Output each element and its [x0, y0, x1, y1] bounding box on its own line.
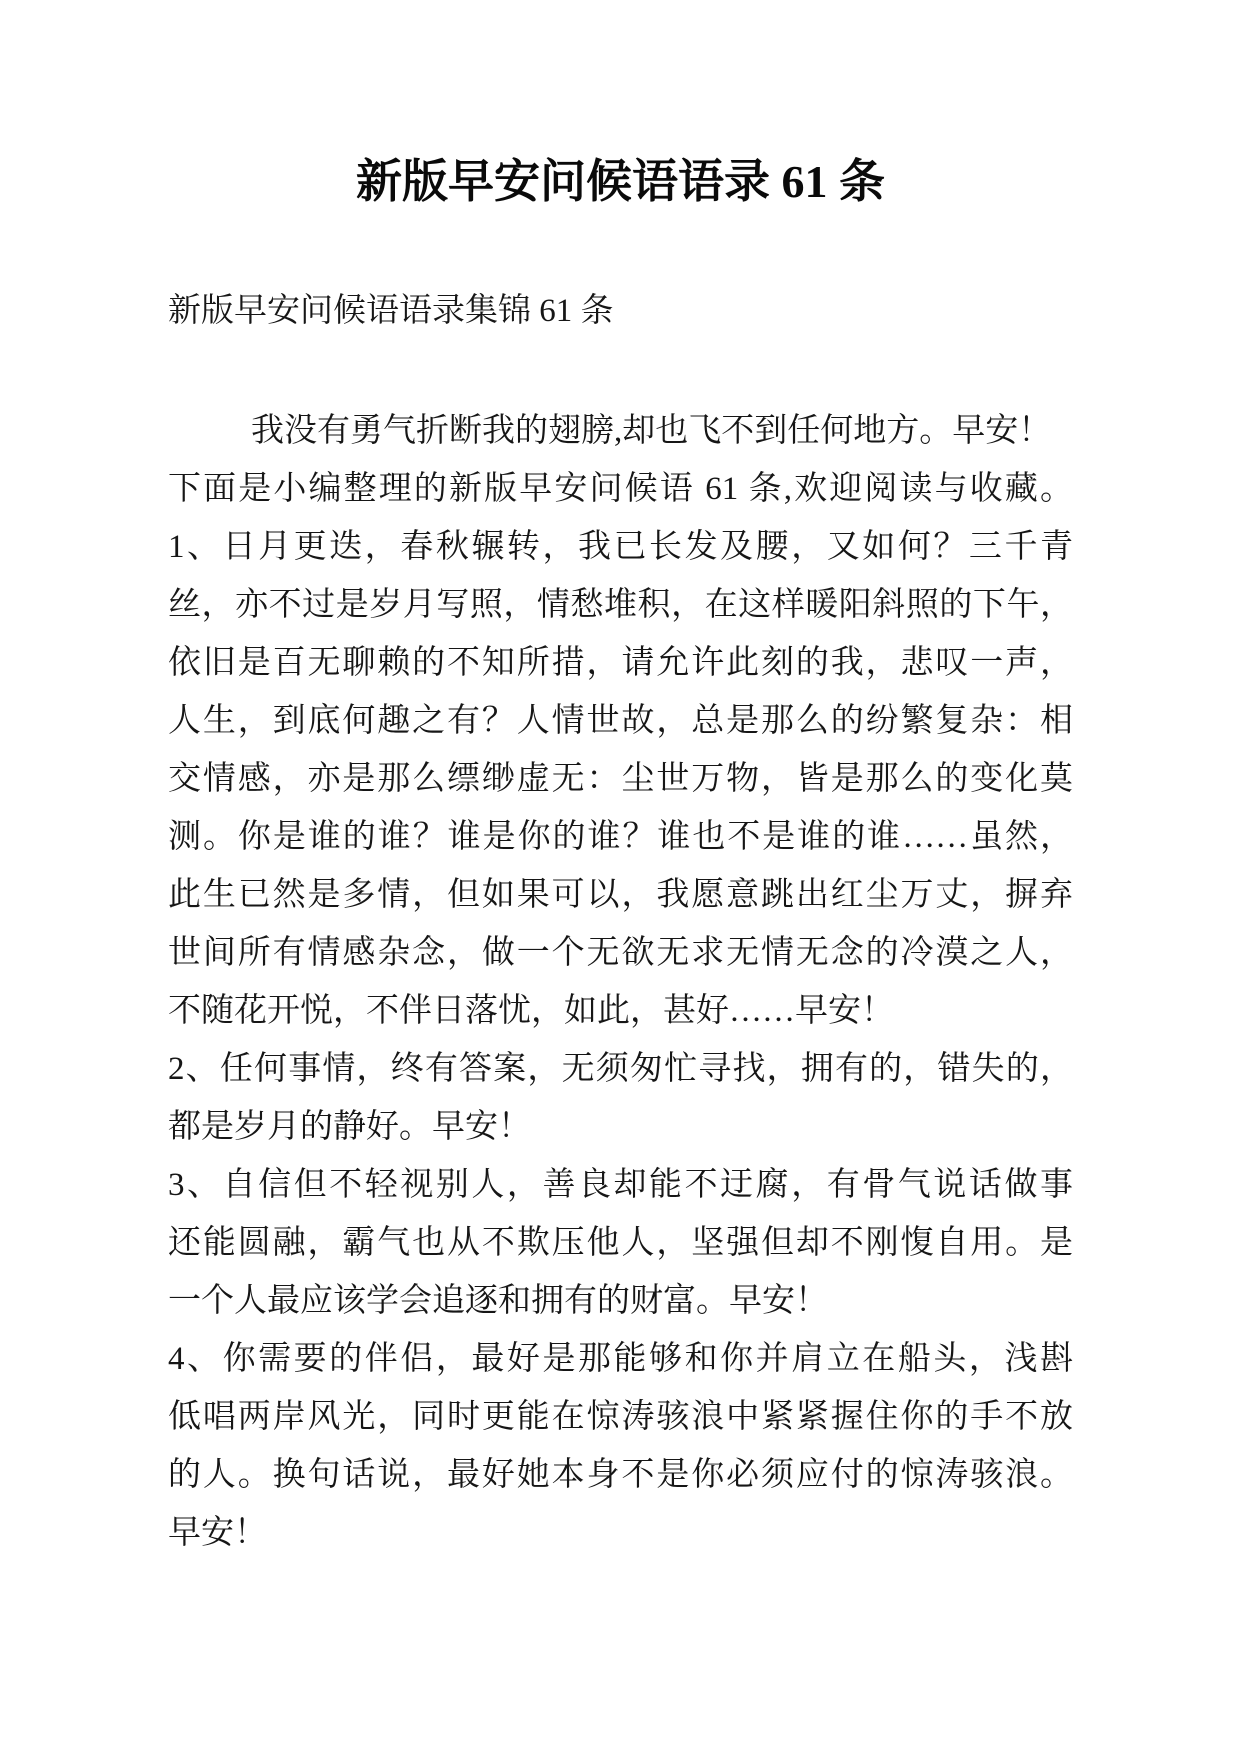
paragraph-line: 还能圆融，霸气也从不欺压他人，坚强但却不刚愎自用。是	[168, 1225, 1073, 1261]
paragraph-line: 2、任何事情，终有答案，无须匆忙寻找，拥有的，错失的，	[168, 1051, 1073, 1087]
paragraph-line: 下面是小编整理的新版早安问候语 61 条,欢迎阅读与收藏。	[168, 471, 1073, 507]
paragraph-line: 都是岁月的静好。早安！	[168, 1109, 531, 1145]
paragraph-line: 我没有勇气折断我的翅膀,却也飞不到任何地方。早安！	[251, 413, 1052, 449]
paragraph-line: 丝，亦不过是岁月写照，情愁堆积，在这样暖阳斜照的下午，	[168, 587, 1073, 623]
paragraph-line: 交情感，亦是那么缥缈虚无：尘世万物，皆是那么的变化莫	[168, 761, 1073, 797]
paragraph-line: 早安！	[168, 1515, 267, 1551]
document-body	[168, 402, 1073, 1562]
paragraph-line: 人生，到底何趣之有？人情世故，总是那么的纷繁复杂：相	[168, 703, 1073, 739]
document-subheading: 新版早安问候语语录集锦 61 条	[168, 293, 614, 329]
paragraph-line: 低唱两岸风光，同时更能在惊涛骇浪中紧紧握住你的手不放	[168, 1399, 1073, 1435]
paragraph-line: 一个人最应该学会追逐和拥有的财富。早安！	[168, 1283, 828, 1319]
paragraph-line: 3、自信但不轻视别人，善良却能不迂腐，有骨气说话做事	[168, 1167, 1073, 1203]
paragraph-line: 的人。换句话说，最好她本身不是你必须应付的惊涛骇浪。	[168, 1457, 1073, 1493]
paragraph-line: 4、你需要的伴侣，最好是那能够和你并肩立在船头，浅斟	[168, 1341, 1073, 1377]
paragraph-line: 世间所有情感杂念，做一个无欲无求无情无念的冷漠之人，	[168, 935, 1073, 971]
paragraph-line: 此生已然是多情，但如果可以，我愿意跳出红尘万丈，摒弃	[168, 877, 1073, 913]
paragraph-line: 1、日月更迭，春秋辗转，我已长发及腰，又如何？三千青	[168, 529, 1073, 565]
document-title: 新版早安问候语语录 61 条	[356, 156, 885, 207]
paragraph-line: 依旧是百无聊赖的不知所措，请允许此刻的我，悲叹一声，	[168, 645, 1073, 681]
paragraph-line: 不随花开悦，不伴日落忧，如此，甚好……早安！	[168, 993, 894, 1029]
paragraph-line: 测。你是谁的谁？谁是你的谁？谁也不是谁的谁……虽然，	[168, 819, 1073, 855]
